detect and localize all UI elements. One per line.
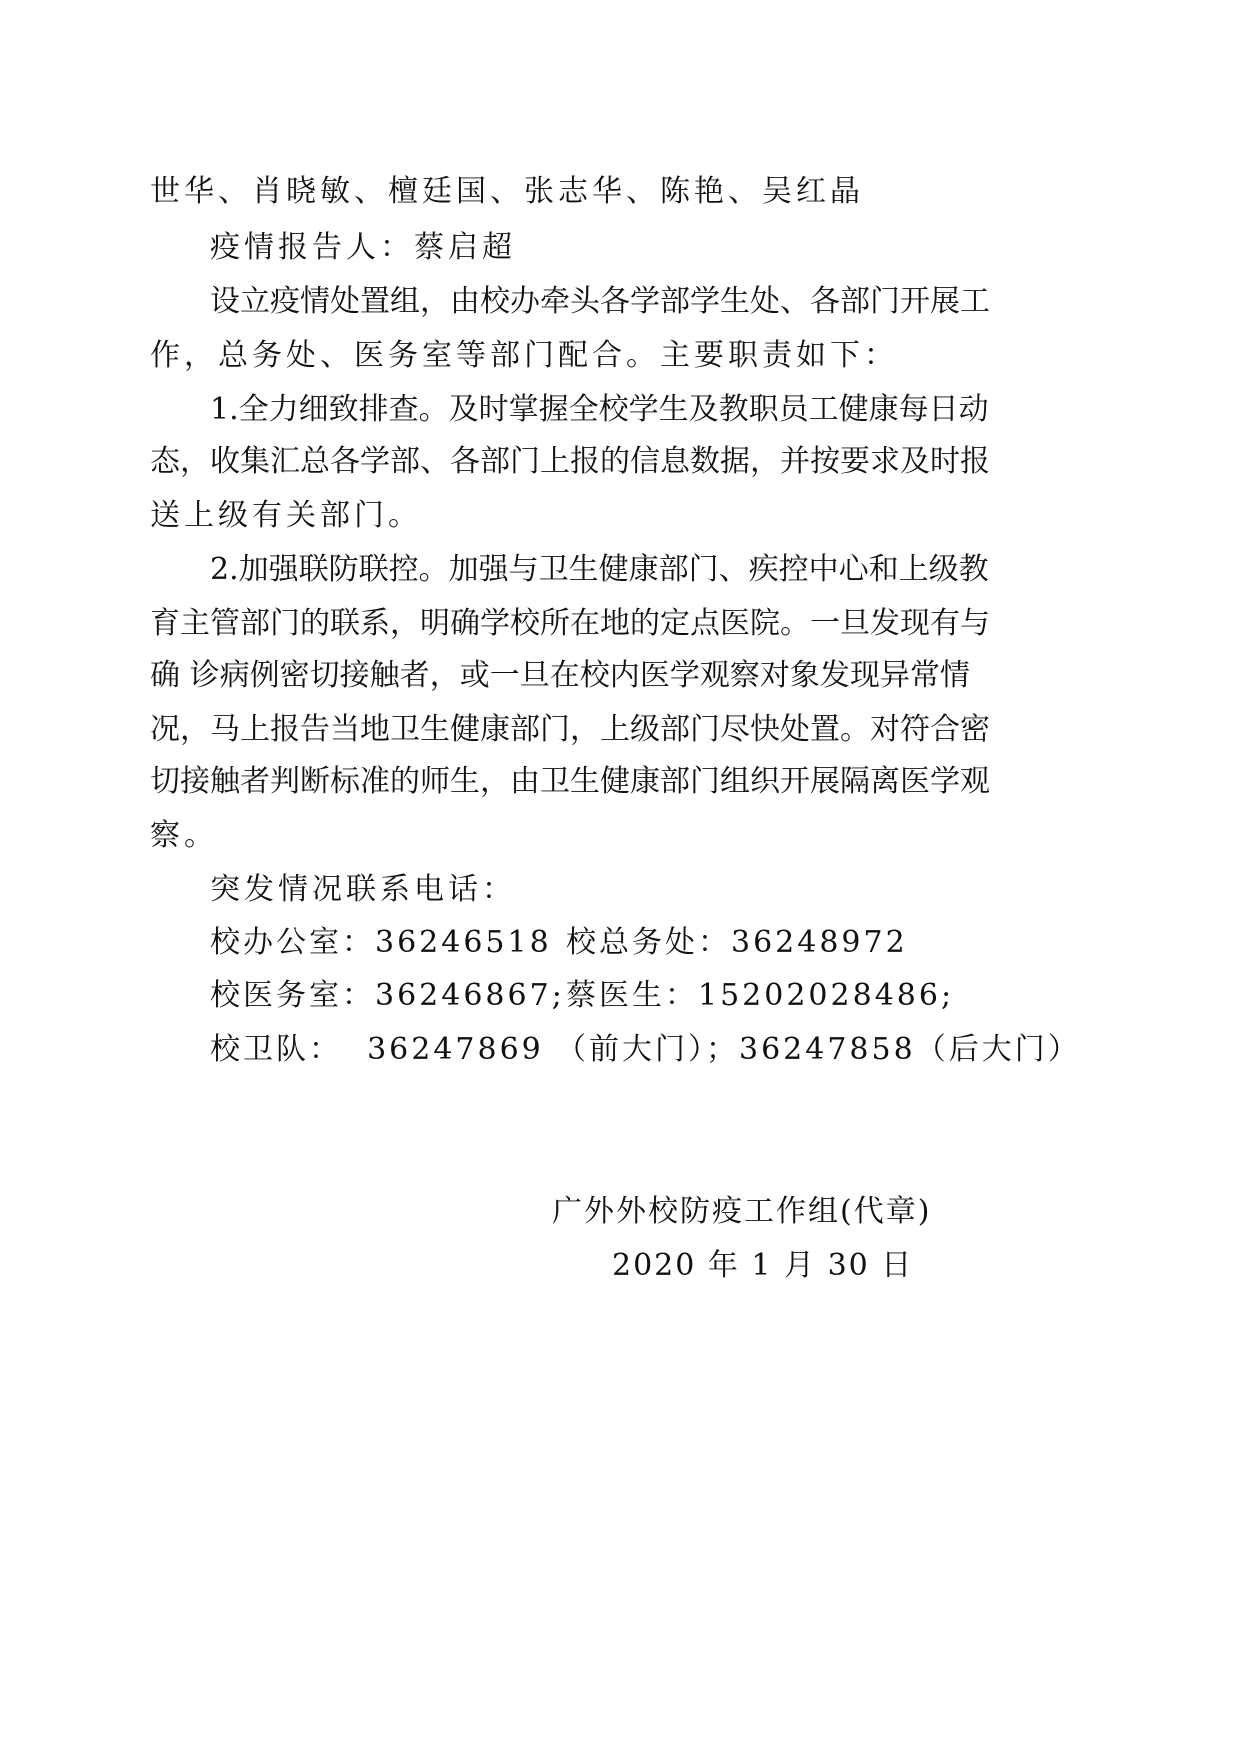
reporter-line: 疫情报告人：蔡启超: [210, 230, 516, 265]
body-line: 作，总务处、医务室等部门配合。主要职责如下：: [150, 338, 898, 373]
body-line: 世华、肖晓敏、檀廷国、张志华、陈艳、吴红晶: [150, 174, 864, 209]
body-line: 态，收集汇总各学部、各部门上报的信息数据，并按要求及时报: [150, 444, 990, 479]
body-line: 切接触者判断标准的师生，由卫生健康部门组织开展隔离医学观: [150, 764, 990, 799]
contact-guard-gates: （前大门）；36247858（后大门）: [556, 1032, 1081, 1067]
body-line: 送上级有关部门。: [150, 498, 422, 533]
body-line: 确 诊病例密切接触者，或一旦在校内医学观察对象发现异常情: [150, 658, 970, 693]
contacts-heading: 突发情况联系电话：: [210, 872, 516, 907]
body-line: 1.全力细致排查。及时掌握全校学生及教职员工健康每日动: [210, 392, 989, 427]
contact-doctor: 蔡医生：15202028486;: [566, 978, 955, 1013]
body-line: 察。: [150, 818, 218, 853]
signature-date: 2020 年 1 月 30 日: [612, 1248, 914, 1283]
body-line: 2.加强联防联控。加强与卫生健康部门、疾控中心和上级教: [210, 552, 989, 587]
signature-org: 广外外校防疫工作组(代章): [552, 1194, 932, 1229]
contact-general-affairs: 校总务处：36248972: [566, 925, 908, 960]
contact-clinic: 校医务室：36246867;: [210, 978, 565, 1013]
body-line: 育主管部门的联系，明确学校所在地的定点医院。一旦发现有与: [150, 606, 990, 641]
contact-school-office: 校办公室：36246518: [210, 925, 552, 960]
body-line: 设立疫情处置组，由校办牵头各学部学生处、各部门开展工: [210, 284, 990, 319]
contact-guard: 校卫队： 36247869: [210, 1032, 544, 1067]
body-line: 况，马上报告当地卫生健康部门，上级部门尽快处置。对符合密: [150, 712, 990, 747]
